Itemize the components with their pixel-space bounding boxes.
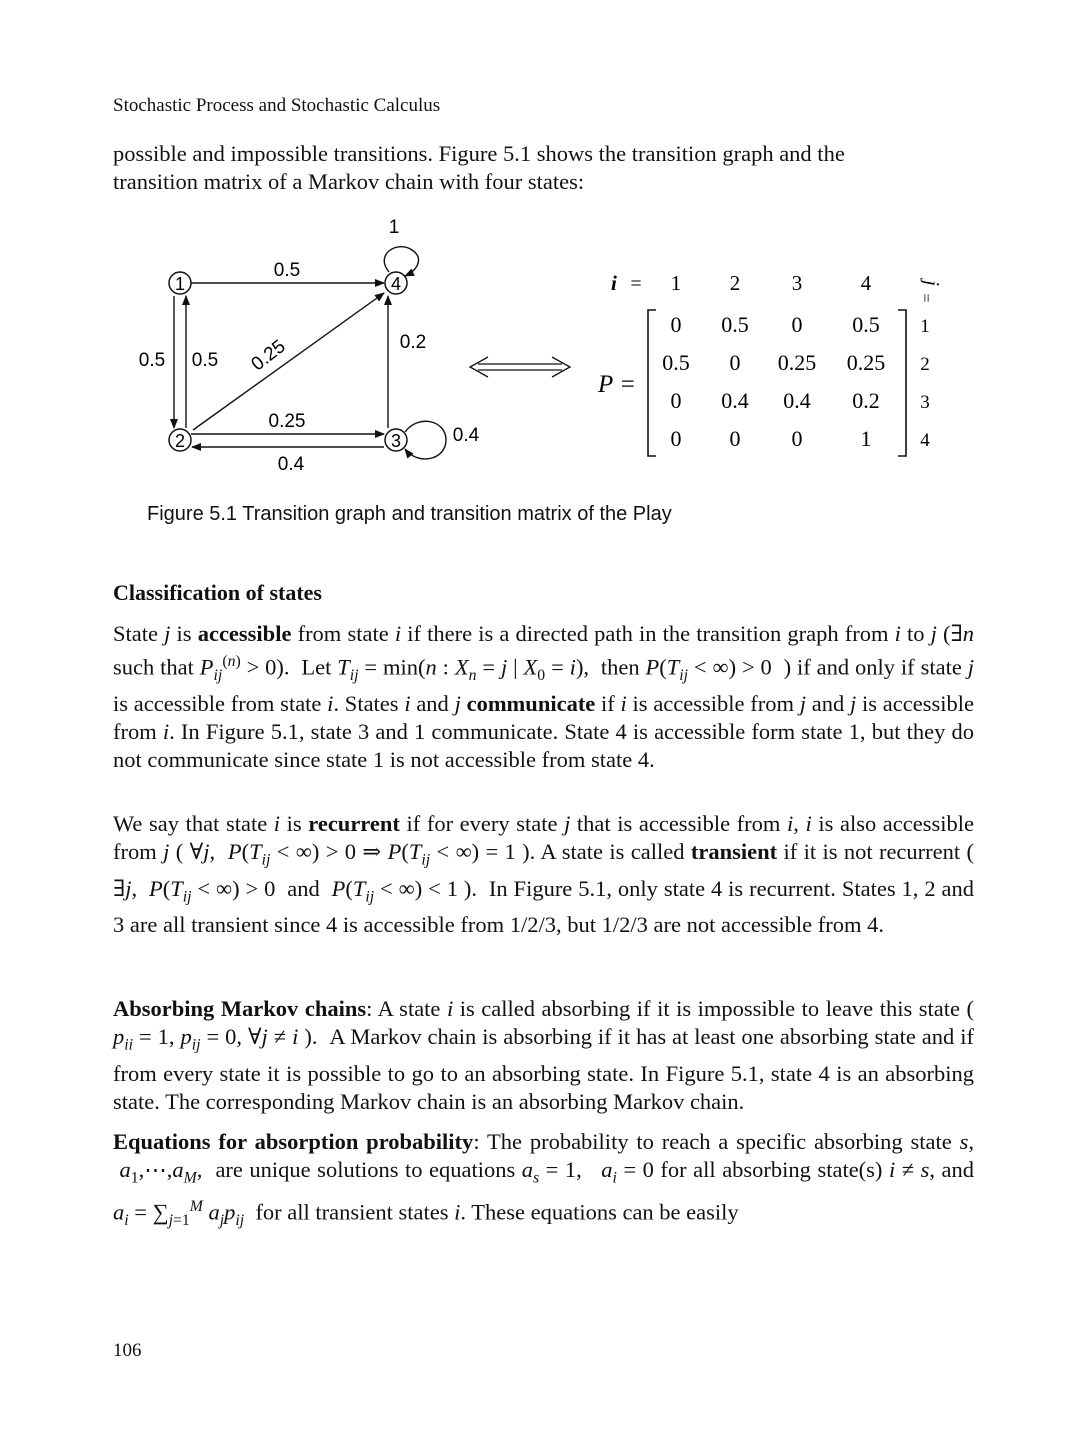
edge-3-to-3 (405, 421, 446, 459)
edge-label-3-4: 0.2 (399, 332, 427, 353)
matrix-eq: = (630, 273, 642, 295)
edge-4-to-4 (384, 247, 418, 276)
graph-node-3 (385, 429, 407, 451)
matrix-row-index-1: 1 (920, 316, 930, 337)
paragraph-absorbing: Absorbing Markov chains: A state i is called absorbing if it is impossible to leave this state ( $p_{ii} = 1$, $p_{ij} = 0$, ∀j ≠ i ). A Markov chain is absorbing if it has at least one absorbing state and if from every state it is possible to go to an absorbing state. In Figure 5.1, state 4 is an absorbing state. The corresponding Markov chain is an absorbing Markov chain. (113, 996, 974, 1114)
matrix-cell-2-2: 0 (729, 350, 741, 375)
matrix-name: P = (598, 371, 636, 398)
matrix-row-index-2: 2 (920, 354, 930, 375)
page-number: 106 (113, 1340, 142, 1361)
figure-caption: Figure 5.1 Transition graph and transition matrix of the Play (147, 503, 672, 525)
matrix-cell-1-3: 0 (791, 312, 803, 337)
svg-text:1: 1 (174, 274, 186, 294)
graph-node-1 (169, 272, 191, 294)
intro-line-2: transition matrix of a Markov chain with four states: (113, 169, 585, 194)
term-equations: Equations for absorption probability (113, 1129, 474, 1154)
graph-node-2 (169, 429, 191, 451)
paragraph-recurrent: We say that state i is recurrent if for every state j that is accessible from i, i is also accessible from j ( ∀j, $P(T_{ij}$ < ∞) > 0 ⇒ $P(T_{ij}$ < ∞) = 1 ). A state is called transient if it is not recurrent ( ∃j, $P(T_{ij}$ < ∞) > 0 and $P(T_{ij}$ < ∞) < 1 ). In Figure 5.1, only state 4 is recurrent. States 1, 2 and 3 are all transient since 4 is accessible from 1/2/3, but 1/2/3 are not accessible from 4. (113, 811, 975, 937)
matrix-cell-3-4: 0.2 (852, 388, 880, 413)
graph-node-4 (385, 272, 407, 294)
matrix-col-eq: = (917, 293, 934, 303)
matrix-cell-4-4: 1 (860, 426, 872, 451)
matrix-cell-2-3: 0.25 (777, 350, 817, 375)
edge-label-1-2: 0.5 (138, 350, 166, 371)
edge-label-3-3: 0.4 (452, 425, 480, 446)
matrix-cell-3-1: 0 (670, 388, 682, 413)
matrix-left-bracket (648, 310, 656, 456)
paragraph-absorption-equations: Equations for absorption probability: The probability to reach a specific absorbing state s, $a_1,\cdots,a_M$, are unique solutions to equations $a_s = 1$, $a_i = 0$ for all absorbing state(s) i ≠ s, and $a_i = \sum_{j=1}^M$ $a_jp_{ij}$ for all transient states i. These equations can be easily (113, 1129, 975, 1229)
matrix-cell-1-2: 0.5 (721, 312, 749, 337)
matrix-cell-1-4: 0.5 (852, 312, 880, 337)
matrix-cell-3-3: 0.4 (783, 388, 811, 413)
term-absorbing: Absorbing Markov chains (113, 996, 367, 1021)
matrix-cell-4-3: 0 (791, 426, 803, 451)
edge-label-2-3: 0.25 (268, 411, 306, 432)
section-heading-classification: Classification of states (113, 580, 322, 605)
figure-5-1 (0, 200, 1083, 500)
matrix-col-symbol: j (920, 280, 944, 286)
intro-line-1: possible and impossible transitions. Figure 5.1 shows the transition graph and the (113, 141, 845, 166)
running-header: Stochastic Process and Stochastic Calculus (113, 95, 441, 116)
matrix-right-bracket (898, 310, 906, 456)
equivalence-arrow (470, 357, 570, 377)
edge-label-3-2: 0.4 (277, 454, 305, 475)
edge-label-2-4: 0.25 (247, 336, 290, 376)
edge-label-1-4: 0.5 (273, 260, 301, 281)
matrix-col-index-1: 1 (670, 271, 682, 295)
matrix-row-index-4: 4 (920, 430, 930, 451)
matrix-row-index-3: 3 (920, 392, 930, 413)
svg-text:2: 2 (174, 431, 186, 451)
matrix-cell-4-2: 0 (729, 426, 741, 451)
edge-label-2-1: 0.5 (191, 350, 219, 371)
matrix-col-index-4: 4 (860, 271, 872, 295)
matrix-col-index-3: 3 (791, 271, 803, 295)
svg-text:3: 3 (390, 431, 402, 451)
matrix-cell-2-1: 0.5 (662, 350, 690, 375)
edge-2-to-4 (193, 293, 384, 430)
matrix-cell-3-2: 0.4 (721, 388, 749, 413)
paragraph-accessible: State j is accessible from state i if there is a directed path in the transition graph from i to j (∃n such that $P_{ij}^{(n)} > 0$). Let $T_{ij} = \min(n$ : $X_n = j$ | $X_0 = i$), then $P(T_{ij}$ < ∞) > 0 ) if and only if state j is accessible from state i. States i and j communicate if i is accessible from j and j is accessible from i. In Figure 5.1, state 3 and 1 communicate. State 4 is accessible form state 1, but they do not communicate since state 1 is not accessible from state 4. (113, 621, 975, 772)
matrix-cell-4-1: 0 (670, 426, 682, 451)
matrix-row-symbol: i (611, 271, 617, 295)
matrix-col-index-2: 2 (729, 271, 741, 295)
matrix-cell-2-4: 0.25 (846, 350, 886, 375)
svg-text:4: 4 (390, 274, 402, 294)
matrix-cell-1-1: 0 (670, 312, 682, 337)
edge-label-4-4: 1 (388, 217, 400, 238)
